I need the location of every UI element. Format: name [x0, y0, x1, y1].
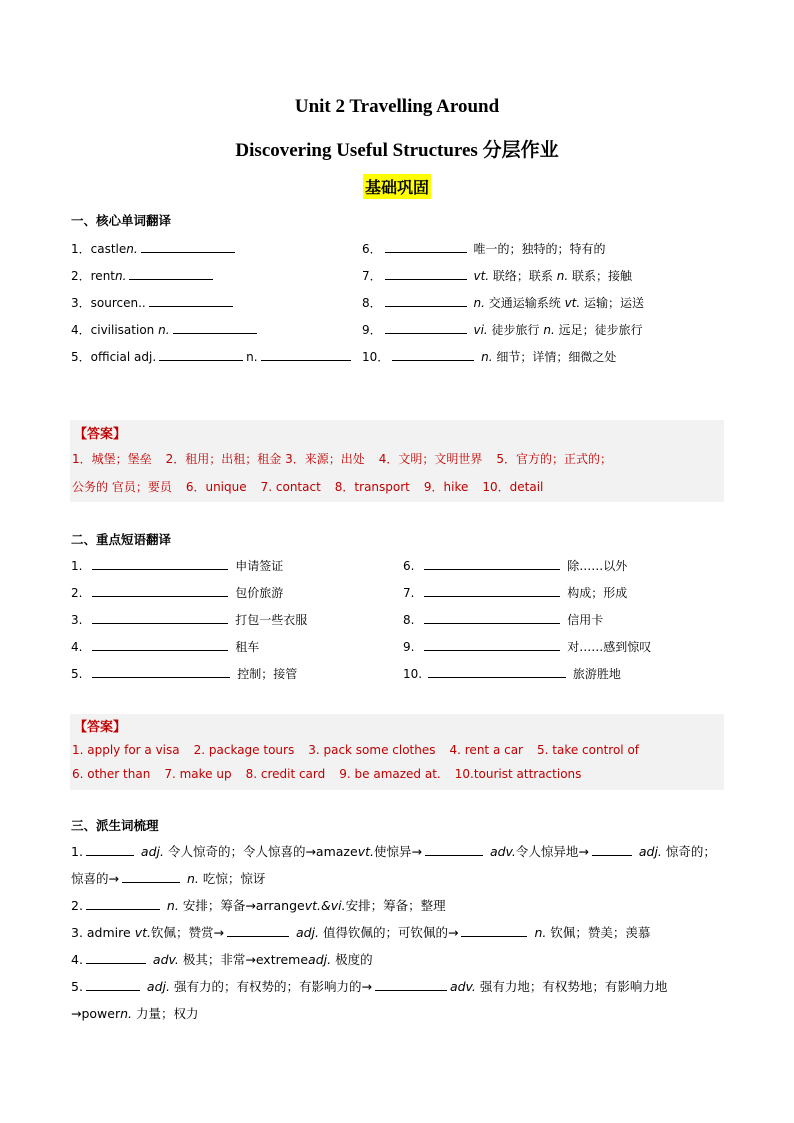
answer-blank[interactable] — [122, 871, 180, 883]
section-heading-vocab: 一、核心单词翻译 — [71, 213, 172, 228]
vocab-row-10 — [362, 348, 616, 365]
item-meaning: 旅游胜地 — [572, 667, 621, 681]
item-number: 10. — [403, 667, 423, 681]
answer-blank[interactable] — [86, 898, 160, 910]
item-number: 3. — [71, 613, 83, 627]
item-meaning: 打包一些衣服 — [235, 613, 308, 627]
item-meaning: 联系；接触 — [572, 269, 633, 283]
item-meaning: 控制；接管 — [237, 667, 298, 681]
item-number: 1. — [71, 559, 83, 573]
answer-item: 7. contact — [260, 480, 321, 494]
answer-label: 【答案】 — [74, 720, 127, 735]
item-number: 2． — [71, 269, 91, 283]
item-number: 4. — [71, 952, 83, 967]
item-meaning: 租车 — [235, 640, 260, 654]
vocab-row-1 — [71, 240, 238, 257]
answer-item: 1. apply for a visa — [72, 743, 180, 757]
item-number: 5. — [71, 979, 83, 994]
item-meaning: 包价旅游 — [235, 586, 284, 600]
phrase-row-5 — [71, 665, 297, 682]
item-number: 9． — [362, 323, 382, 337]
doc-subtitle: Discovering Useful Structures 分层作业 — [235, 140, 559, 161]
item-meaning: 细节；详情；细微之处 — [496, 350, 617, 364]
answer-blank[interactable] — [424, 612, 560, 624]
derivative-item-5 — [71, 973, 725, 1027]
answer-blank[interactable] — [92, 666, 230, 678]
item-pos: vi. — [473, 323, 488, 337]
phrase-row-1 — [71, 557, 283, 574]
answer-blank[interactable] — [375, 979, 447, 991]
answer-item: 2．租用；出租；租金 3．来源；出处 — [165, 452, 365, 466]
answer-item: 5．官方的；正式的； — [496, 452, 613, 466]
answer-item: 9．hike — [423, 480, 469, 494]
phrase-row-2 — [71, 584, 283, 601]
answer-blank[interactable] — [92, 585, 228, 597]
item-pos: adj. — [308, 952, 332, 967]
item-number: 4． — [71, 323, 91, 337]
answer-item: 6．unique — [185, 480, 247, 494]
derivative-item-4 — [71, 946, 725, 973]
item-word: castle — [90, 242, 127, 256]
doc-title: Unit 2 Travelling Around — [294, 96, 500, 117]
item-meaning: 远足；徒步旅行 — [558, 323, 643, 337]
item-number: 9. — [403, 640, 415, 654]
vocab-row-5 — [71, 348, 354, 365]
item-meaning: 信用卡 — [567, 613, 604, 627]
answer-blank[interactable] — [392, 349, 474, 361]
answer-item: 2. package tours — [193, 743, 295, 757]
answer-item: 5. take control of — [537, 743, 640, 757]
answer-blank[interactable] — [385, 268, 467, 280]
answer-blank[interactable] — [385, 322, 467, 334]
item-text: 令人惊异地→ — [515, 844, 589, 859]
item-word: rent — [90, 269, 116, 283]
answer-item: 1．城堡；堡垒 — [72, 452, 152, 466]
answer-line — [72, 743, 653, 757]
level-badge: 基础巩固 — [363, 174, 431, 199]
answer-blank[interactable] — [424, 585, 560, 597]
item-number: 2. — [71, 586, 83, 600]
answer-blank[interactable] — [86, 979, 140, 991]
item-pos: adj. — [146, 979, 170, 994]
item-pos: n. — [534, 925, 547, 940]
item-text: 吃惊；惊讶 — [202, 871, 266, 886]
item-number: 1． — [71, 242, 91, 256]
item-number: 4. — [71, 640, 83, 654]
item-text: 使惊异→ — [373, 844, 422, 859]
item-meaning: 构成；形成 — [567, 586, 628, 600]
vocab-row-2 — [71, 267, 216, 284]
item-number: 7． — [362, 269, 382, 283]
derivative-item-3 — [71, 919, 725, 946]
item-pos: n. — [556, 269, 569, 283]
answer-label: 【答案】 — [74, 427, 127, 442]
item-number: 8． — [362, 296, 382, 310]
item-text: 钦佩；赞赏→ — [150, 925, 224, 940]
item-number: 3． — [71, 296, 91, 310]
phrase-row-10 — [403, 665, 621, 682]
item-pos: adj. — [638, 844, 662, 859]
item-number: 6. — [403, 559, 415, 573]
item-meaning: 申请签证 — [235, 559, 284, 573]
item-text: 钦佩；赞美；羡慕 — [550, 925, 651, 940]
item-number: 10． — [362, 350, 390, 364]
answer-box-2 — [70, 714, 724, 790]
vocab-row-7 — [362, 267, 632, 284]
item-pos: adv. — [152, 952, 179, 967]
answer-item: 8. credit card — [245, 767, 326, 781]
item-pos: n. — [158, 323, 170, 337]
item-text: 安排；筹备→arrange — [182, 898, 305, 913]
item-pos: adj. — [295, 925, 319, 940]
answer-blank[interactable] — [261, 349, 351, 361]
item-pos: adv. — [489, 844, 516, 859]
item-word: civilisation — [90, 323, 155, 337]
answer-blank[interactable] — [385, 241, 467, 253]
item-text: 值得钦佩的；可钦佩的→ — [322, 925, 459, 940]
answer-item: 6. other than — [72, 767, 151, 781]
answer-blank[interactable] — [86, 952, 146, 964]
item-text: 惊奇的；惊喜的→ — [71, 844, 716, 886]
item-text: 力量；权力 — [136, 1006, 199, 1021]
answer-box-1 — [70, 420, 724, 502]
answer-line — [72, 767, 595, 781]
item-number: 1. — [71, 844, 83, 859]
item-meaning: 联络；联系 — [492, 269, 553, 283]
item-pos: vt. — [564, 296, 581, 310]
item-pos: vt. — [134, 925, 151, 940]
item-text: 强有力的；有权势的；有影响力的→ — [173, 979, 372, 994]
item-pos: n. — [166, 898, 179, 913]
item-word: official adj. — [90, 350, 157, 364]
derivative-item-1 — [71, 838, 725, 892]
item-pos: n. — [246, 350, 258, 364]
item-pos: n. — [473, 296, 485, 310]
answer-blank[interactable] — [227, 925, 289, 937]
vocab-row-3 — [71, 294, 236, 311]
item-meaning: 徒步旅行 — [491, 323, 540, 337]
phrase-row-6 — [403, 557, 627, 574]
answer-blank[interactable] — [385, 295, 467, 307]
answer-blank[interactable] — [159, 349, 243, 361]
item-word: source — [90, 296, 131, 310]
item-number: 2. — [71, 898, 83, 913]
item-pos: n. — [186, 871, 199, 886]
vocab-row-9 — [362, 321, 643, 338]
item-pos: n.. — [130, 296, 146, 310]
derivative-item-2 — [71, 892, 725, 919]
item-meaning: 运输；运送 — [584, 296, 645, 310]
section-heading-derivatives: 三、派生词梳理 — [71, 818, 159, 833]
answer-line — [72, 478, 557, 495]
item-number: 8. — [403, 613, 415, 627]
answer-blank[interactable] — [86, 844, 134, 856]
item-meaning: 对……感到惊叹 — [567, 640, 652, 654]
item-pos: vt. — [357, 844, 374, 859]
answer-blank[interactable] — [129, 268, 213, 280]
answer-blank[interactable] — [92, 639, 228, 651]
item-text: 极其；非常→extreme — [182, 952, 309, 967]
answer-blank[interactable] — [461, 925, 527, 937]
answer-item: 4．文明；文明世界 — [378, 452, 483, 466]
item-pos: n. — [115, 269, 127, 283]
item-number: 6． — [362, 242, 382, 256]
item-number: 7. — [403, 586, 415, 600]
item-meaning: 除……以外 — [567, 559, 628, 573]
answer-blank[interactable] — [173, 322, 257, 334]
answer-item: 9. be amazed at. — [339, 767, 441, 781]
answer-blank[interactable] — [428, 666, 566, 678]
answer-blank[interactable] — [425, 844, 483, 856]
item-pos: n. — [126, 242, 138, 256]
vocab-row-8 — [362, 294, 644, 311]
answer-line — [72, 450, 626, 467]
answer-blank[interactable] — [141, 241, 235, 253]
item-meaning: 唯一的；独特的；特有的 — [473, 242, 606, 256]
answer-item: 8．transport — [334, 480, 410, 494]
answer-item: 10．detail — [482, 480, 544, 494]
item-pos: adv. — [449, 979, 476, 994]
answer-blank[interactable] — [92, 558, 228, 570]
vocab-row-6 — [362, 240, 605, 257]
answer-item: 3. pack some clothes — [308, 743, 436, 757]
answer-blank[interactable] — [592, 844, 632, 856]
item-text: 强有力地；有权势地；有影响力地→power — [71, 979, 668, 1021]
phrase-row-7 — [403, 584, 627, 601]
item-text: 令人惊奇的；令人惊喜的→amaze — [167, 844, 358, 859]
item-meaning: 交通运输系统 — [488, 296, 561, 310]
item-number: 5. — [71, 667, 83, 681]
item-pos: n. — [543, 323, 555, 337]
answer-blank[interactable] — [424, 639, 560, 651]
phrase-row-8 — [403, 611, 603, 628]
answer-blank[interactable] — [92, 612, 228, 624]
item-pos: n. — [120, 1006, 133, 1021]
answer-item: 公务的 官员；要员 — [72, 480, 172, 494]
item-text: 3. admire — [71, 925, 131, 940]
item-text: 极度的 — [335, 952, 373, 967]
answer-blank[interactable] — [424, 558, 560, 570]
item-pos: adj. — [140, 844, 164, 859]
phrase-row-4 — [71, 638, 259, 655]
phrase-row-9 — [403, 638, 651, 655]
badge-wrap — [0, 174, 794, 199]
item-pos: n. — [481, 350, 493, 364]
section-heading-phrases: 二、重点短语翻译 — [71, 532, 172, 547]
answer-item: 10.tourist attractions — [454, 767, 582, 781]
item-text: 安排；筹备；整理 — [345, 898, 446, 913]
item-pos: vt.&vi. — [304, 898, 346, 913]
answer-blank[interactable] — [149, 295, 233, 307]
answer-item: 7. make up — [164, 767, 232, 781]
item-number: 5． — [71, 350, 91, 364]
vocab-row-4 — [71, 321, 260, 338]
item-pos: vt. — [473, 269, 490, 283]
phrase-row-3 — [71, 611, 307, 628]
answer-item: 4. rent a car — [449, 743, 523, 757]
